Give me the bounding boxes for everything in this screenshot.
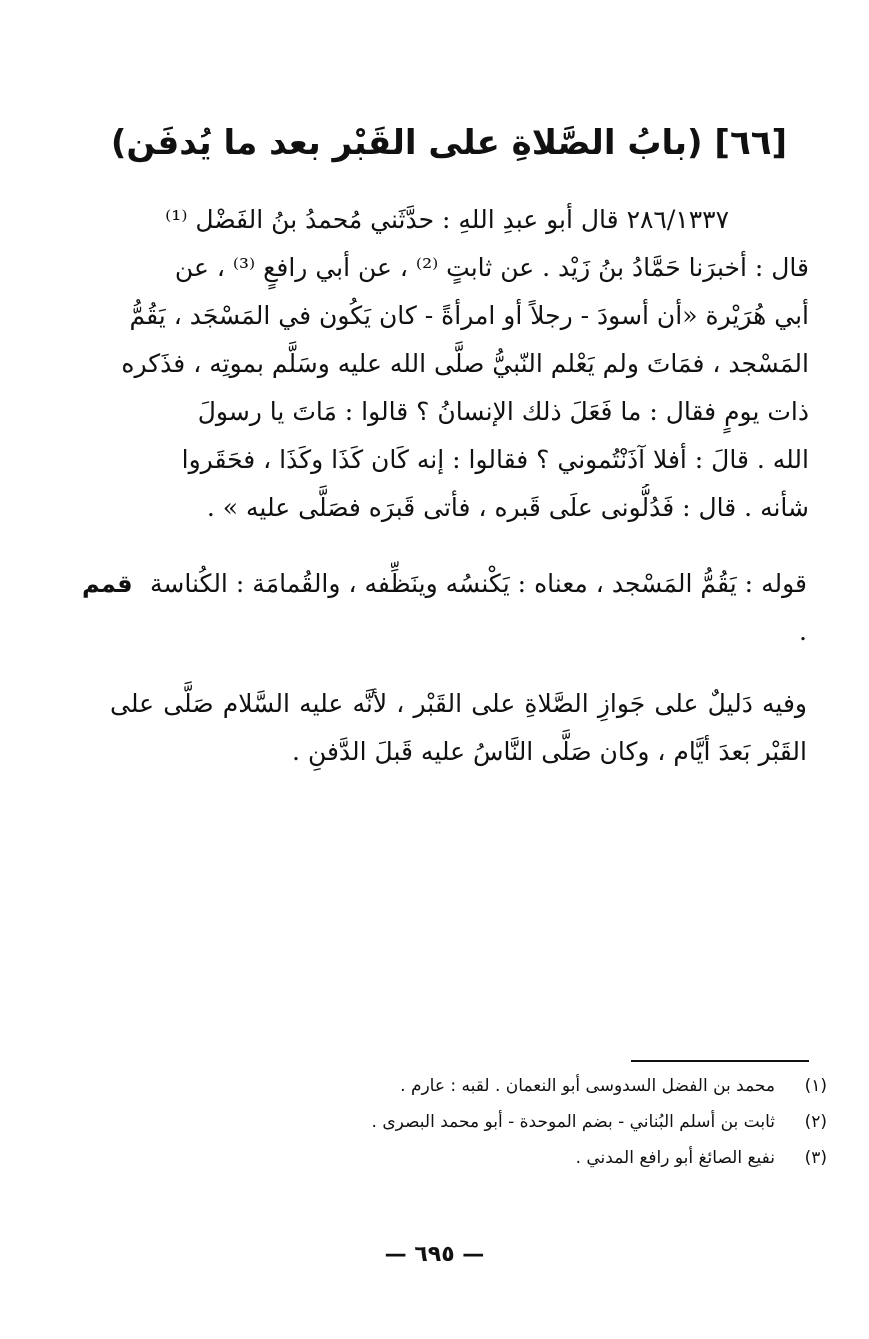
footnote-text: ثابت بن أسلم البُناني - بضم الموحدة - أبو محمد البصرى . bbox=[371, 1112, 775, 1132]
footnote-number: (٣) bbox=[804, 1148, 827, 1168]
footnote-item bbox=[200, 1068, 827, 1104]
commentary-paragraph: قوله : يَقُمُّ المَسْجد ، معناه : يَكْنسُه وينَظِّفه ، والقُمامَة : الكُناسة . bbox=[150, 569, 807, 646]
chapter-heading: [٦٦] (بابُ الصَّلاةِ على القَبْر بعد ما يُدفَن) bbox=[110, 123, 787, 163]
footnotes bbox=[200, 1068, 827, 1176]
margin-keyword: قمم bbox=[82, 570, 133, 598]
hadith-line: ٢٨٦/١٣٣٧ قال أبو عبدِ اللهِ : حدَّثَني مُحمدُ بنُ الفَضْل ⁽¹⁾ bbox=[165, 205, 729, 234]
page-number: — ٦٩٥ — bbox=[384, 1242, 485, 1267]
hadith-line: ذات يومٍ فقال : ما فَعَلَ ذلك الإنسانُ ؟ قالوا : مَاتَ يا رسولَ bbox=[197, 397, 809, 426]
footnote-number: (١) bbox=[804, 1076, 827, 1096]
hadith-line: الله . قالَ : أفلا آذَنْتُموني ؟ فقالوا : إنه كَان كَذَا وكَذَا ، فحَقَروا bbox=[181, 445, 809, 474]
hadith-line: أبي هُرَيْرة «أن أسودَ - رجلاً أو امرأةً - كان يَكُون في المَسْجَد ، يَقُمُّ bbox=[129, 301, 809, 330]
hadith-line: قال : أخبرَنا حَمَّادُ بنُ زَيْد . عن ثابتٍ ⁽²⁾ ، عن أبي رافعٍ ⁽³⁾ ، عن bbox=[174, 253, 809, 282]
hadith-line: المَسْجد ، فمَاتَ ولم يَعْلم النّبيُّ صلَّى الله عليه وسَلَّم بموتِه ، فذَكره bbox=[121, 349, 809, 378]
hadith-text bbox=[60, 196, 809, 532]
footnote-item bbox=[200, 1104, 827, 1140]
footnote-text: محمد بن الفضل السدوسى أبو النعمان . لقبه : عارم . bbox=[400, 1076, 775, 1096]
footnote-item bbox=[200, 1140, 827, 1176]
benefit-paragraph: وفيه دَليلٌ على جَوازِ الصَّلاةِ على القَبْر ، لأنَّه عليه السَّلام صَلَّى على القَبْر بَعدَ أيَّام ، وكان صَلَّى النَّاسُ عليه قَبلَ الدَّفنِ . bbox=[110, 689, 807, 766]
hadith-line: شأنه . قال : فَدُلُّونى علَى قَبره ، فأتى قَبرَه فصَلَّى عليه » . bbox=[206, 493, 809, 522]
footnote-number: (٢) bbox=[804, 1112, 827, 1132]
footnote-divider bbox=[631, 1060, 809, 1062]
footnote-text: نفيع الصائغ أبو رافع المدني . bbox=[575, 1148, 775, 1168]
